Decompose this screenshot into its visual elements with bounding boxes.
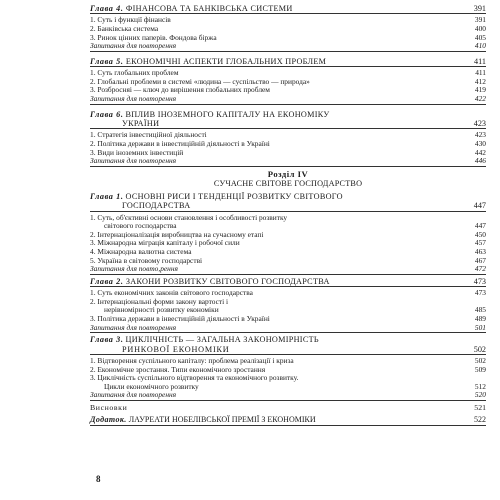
page-ref: 419	[474, 85, 486, 95]
appendix-entry	[90, 415, 486, 426]
entry-text: 1. Стратегія інвестиційної діяльності	[90, 130, 207, 140]
chapter-heading	[90, 4, 486, 14]
entry-text: Висновки	[90, 402, 128, 412]
page-ref: 472	[474, 264, 486, 274]
page-ref: 410	[474, 41, 486, 51]
chapter-label: Глава 5.	[90, 56, 124, 66]
page-ref: 463	[474, 246, 486, 256]
chapter-label: Глава 6.	[90, 109, 124, 119]
entry-text: 3. Розбросняі — ключ до вирішення глобальних проблем	[90, 85, 270, 95]
chapter-label: Глава 1.	[90, 191, 124, 201]
entry-text: 1. Відтворення суспільного капіталу: проблема реалізації і криза	[90, 355, 294, 365]
page-ref: 467	[474, 255, 486, 265]
entry-text: 2. Інтернаціоналізація виробництва на сучасному етапі	[90, 229, 264, 239]
page-ref: 489	[474, 313, 486, 323]
chapter-heading	[90, 277, 486, 287]
entry-text: 1. Суть економічних законів світового господарства	[90, 288, 253, 298]
chapter-title: ФІНАНСОВА ТА БАНКІВСЬКА СИСТЕМИ	[125, 4, 293, 13]
review-questions	[90, 95, 486, 105]
entry-text: 5. Україна в світовому господарстві	[90, 255, 203, 265]
chapter-title-cont: УКРАЇНИ	[122, 118, 160, 128]
appendix-title: ЛАУРЕАТИ НОБЕЛІВСЬКОЇ ПРЕМІЇ З ЕКОНОМІКИ	[128, 414, 316, 424]
entry-text: нерівномірності розвитку економіки	[104, 305, 219, 315]
page-ref: 412	[474, 76, 486, 86]
chapter-title: ЦИКЛІЧНІСТЬ — ЗАГАЛЬНА ЗАКОНОМІРНІСТЬ	[125, 335, 319, 345]
page-ref: 509	[474, 364, 486, 374]
entry-text: 2. Банківська система	[90, 24, 159, 33]
entry-text: Запитання для повторення	[90, 390, 177, 400]
review-questions	[90, 324, 486, 334]
page-ref: 450	[474, 229, 486, 239]
page-ref: 391	[474, 15, 486, 25]
entry-text: 3. Політика держави в інвестиційній діяльності в Україні	[90, 313, 270, 323]
entry-text: Запитання для повторення	[90, 156, 177, 166]
page-ref: 423	[474, 130, 486, 140]
chapter-title-cont: ГОСПОДАРСТВА	[122, 201, 191, 211]
chapter-title: ЕКОНОМІЧНІ АСПЕКТИ ГЛОБАЛЬНИХ ПРОБЛЕМ	[125, 56, 327, 66]
page-ref: 442	[474, 147, 486, 157]
page-ref: 405	[474, 32, 486, 42]
entry-text: 1. Суть, об'єктивні основи становлення і особливості розвитку	[90, 212, 288, 222]
entry-text: світового господарства	[104, 221, 177, 231]
chapter-title-cont: РИНКОВОЇ ЕКОНОМІКИ	[122, 344, 230, 354]
entry-text: 3. Міжнародна міграція капіталу і робочої сили	[90, 238, 240, 248]
chapter-title: ОСНОВНІ РИСИ І ТЕНДЕНЦІЇ РОЗВИТКУ СВІТОВОГО	[125, 191, 343, 201]
page-ref: 522	[474, 414, 486, 424]
page-ref: 400	[474, 24, 486, 33]
chapter-title: ЗАКОНИ РОЗВИТКУ СВІТОВОГО ГОСПОДАРСТВА	[125, 276, 330, 286]
entry-text: 4. Міжнародна валютна система	[90, 246, 192, 256]
entry-text: 3. Циклічність суспільного відтворення та економічного розвитку.	[90, 373, 299, 383]
entry-text: Запитання для повторення	[90, 322, 177, 332]
table-of-contents	[90, 4, 486, 426]
chapter-label: Глава 2.	[90, 276, 124, 286]
page-ref: 457	[474, 238, 486, 248]
page-ref: 502	[473, 344, 486, 354]
appendix-label: Додаток.	[90, 414, 127, 424]
entry-text: Запитання для повторення	[90, 41, 177, 51]
page-ref: 512	[474, 381, 486, 391]
chapter-heading	[90, 110, 486, 119]
entry-text: 3. Види іноземних інвестицій	[90, 147, 184, 157]
entry-text: 1. Суть глобальних проблем	[90, 68, 179, 78]
chapter-label: Глава 4.	[90, 4, 124, 13]
review-questions	[90, 265, 486, 275]
section-title: Розділ IV	[267, 168, 309, 179]
page-ref: 521	[474, 402, 486, 412]
review-questions	[90, 42, 486, 52]
conclusions-entry	[90, 403, 486, 413]
page-ref: 430	[474, 138, 486, 148]
entry-text: Запитання для повто,рення	[90, 264, 178, 274]
chapter-heading-cont	[90, 119, 486, 129]
entry-text: 2. Політика держави в інвестиційній діяльності в Україні	[90, 138, 270, 148]
page-ref: 485	[474, 305, 486, 315]
entry-text: Цикли економічного розвитку	[104, 381, 199, 391]
page-ref: 423	[473, 118, 486, 128]
entry-text: 2. Глобальні проблеми в системі «людина — суспільство — природа»	[90, 76, 310, 86]
entry-text: 1. Суть і функції фінансів	[90, 15, 171, 25]
page-ref: 447	[474, 221, 486, 231]
page-ref: 473	[474, 288, 486, 298]
chapter-title: ВПЛИВ ІНОЗЕМНОГО КАПІТАЛУ НА ЕКОНОМІКУ	[125, 109, 330, 119]
chapter-heading-cont	[90, 345, 486, 355]
page-ref: 447	[473, 201, 486, 211]
page-ref: 501	[474, 322, 486, 332]
chapter-heading	[90, 192, 486, 201]
review-questions	[90, 157, 486, 167]
page-ref: 411	[474, 56, 486, 66]
page-ref: 391	[473, 4, 486, 13]
page-ref: 422	[474, 93, 486, 103]
entry-text: Запитання для повторення	[90, 93, 177, 103]
page-ref: 502	[474, 355, 486, 365]
page-ref: 520	[474, 390, 486, 400]
entry-text: 2. Економічне зростання. Типи економічного зростання	[90, 364, 266, 374]
chapter-heading-cont	[90, 201, 486, 211]
page-number: 8	[96, 474, 101, 484]
section-subtitle: СУЧАСНЕ СВІТОВЕ ГОСПОДАРСТВО	[213, 178, 363, 188]
chapter-heading	[90, 57, 486, 67]
page-ref: 446	[474, 156, 486, 166]
entry-text: 2. Інтернаціональні форми закону вартості і	[90, 296, 229, 306]
chapter-heading	[90, 335, 486, 344]
review-questions	[90, 391, 486, 401]
entry-text: 3. Ринок цінних паперів. Фондова біржа	[90, 32, 217, 42]
chapter-label: Глава 3.	[90, 335, 124, 345]
page-ref: 411	[475, 68, 486, 78]
page-ref: 473	[473, 276, 486, 286]
